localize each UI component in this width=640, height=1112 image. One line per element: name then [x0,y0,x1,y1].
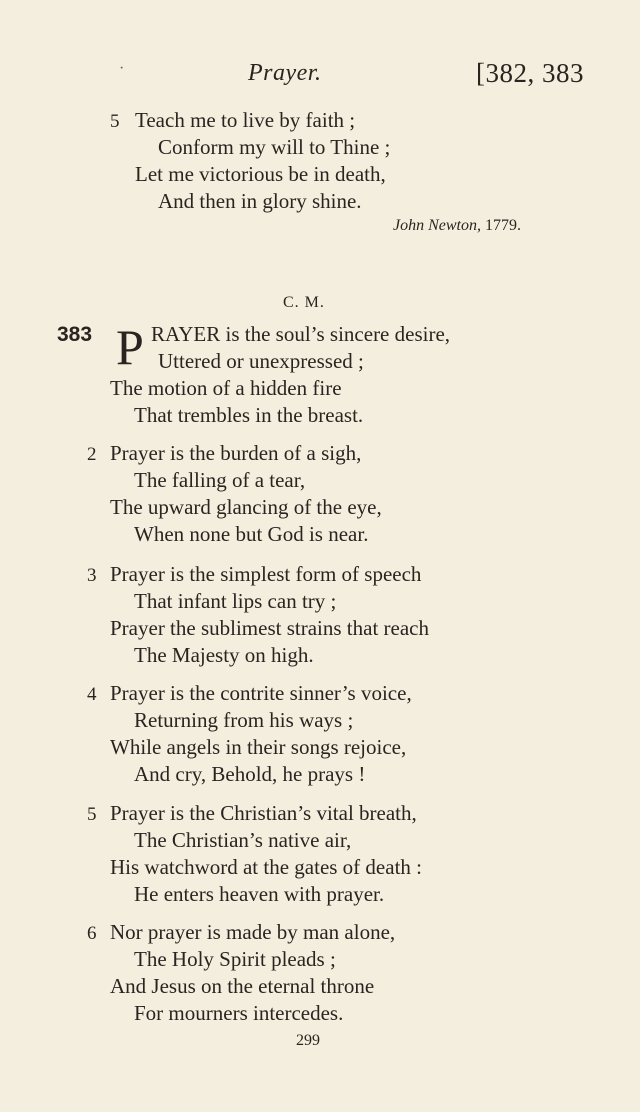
verse-line: Prayer is the burden of a sigh, [110,441,362,465]
verse-line: Returning from his ways ; [134,708,354,732]
verse-line: His watchword at the gates of death : [110,855,422,879]
hymn-range: [382, 383 [476,58,584,88]
stanza-number: 5 [87,804,97,825]
stanza-number: 2 [87,444,97,465]
verse-line: When none but God is near. [134,522,369,546]
author-attribution [393,216,521,236]
verse-line: The Christian’s native air, [134,828,352,852]
verse-line: Nor prayer is made by man alone, [110,920,396,944]
author-year: 1779. [485,217,521,234]
stanza-number: 4 [87,684,97,705]
verse-line: The motion of a hidden fire [110,376,342,400]
verse-line: And then in glory shine. [158,189,362,213]
verse-line: For mourners intercedes. [134,1001,344,1025]
verse-line: That infant lips can try ; [134,589,337,613]
header-mark: · [119,60,125,77]
page-number: 299 [296,1032,320,1049]
verse-line: Prayer is the Christian’s vital breath, [110,801,417,825]
stanza-number: 5 [110,111,120,132]
verse-line: And Jesus on the eternal throne [110,974,375,998]
verse-line: The Holy Spirit pleads ; [134,947,336,971]
verse-line: Teach me to live by faith ; [135,108,356,132]
verse-line: He enters heaven with prayer. [134,882,385,906]
hymn-number: 383 [57,323,93,346]
stanza-number: 6 [87,923,97,944]
verse-line: And cry, Behold, he prays ! [134,762,366,786]
verse-line: The falling of a tear, [134,468,306,492]
stanza-number: 3 [87,565,97,586]
verse-line: Prayer is the simplest form of speech [110,562,422,586]
meter-label: C. M. [283,294,325,311]
author-name: John Newton, [393,217,481,234]
verse-line: Prayer is the contrite sinner’s voice, [110,681,412,705]
verse-line: Conform my will to Thine ; [158,135,391,159]
verse-line: Prayer the sublimest strains that reach [110,616,429,640]
verse-line: The Majesty on high. [134,643,314,667]
verse-line: That trembles in the breast. [134,403,364,427]
verse-line: RAYER is the soul’s sincere desire, [151,322,451,346]
drop-cap: P [116,319,144,375]
verse-line: Let me victorious be in death, [135,162,386,186]
verse-line: The upward glancing of the eye, [110,495,382,519]
verse-line: While angels in their songs rejoice, [110,735,407,759]
running-title: Prayer. [248,60,322,86]
verse-line: Uttered or unexpressed ; [158,349,364,373]
